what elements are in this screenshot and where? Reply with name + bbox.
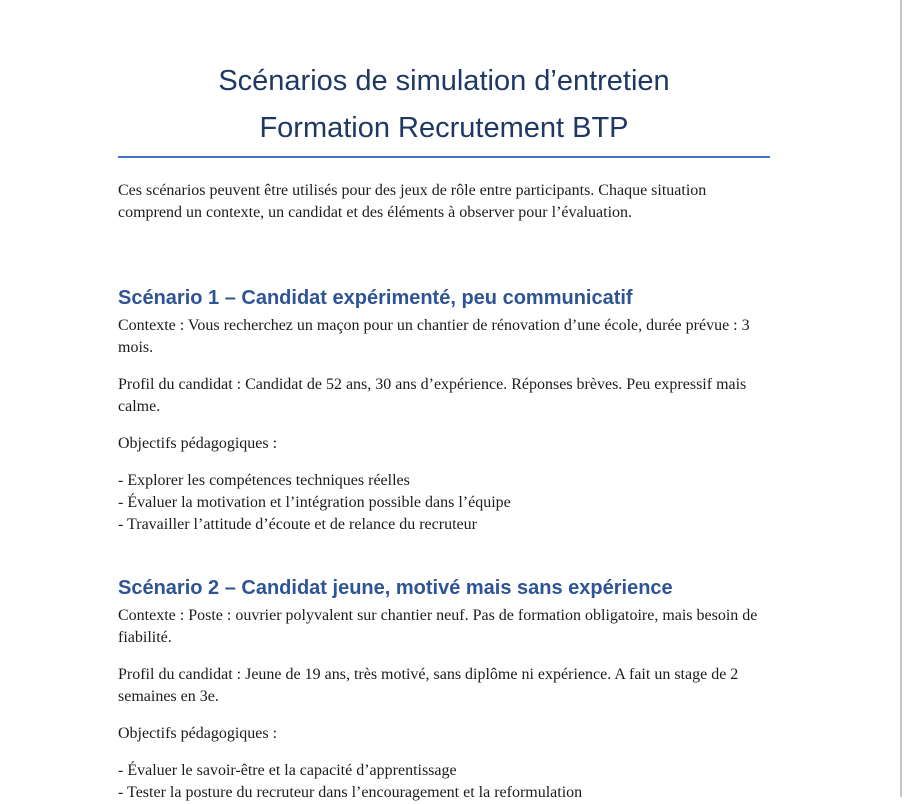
document-title-line-2: Formation Recrutement BTP <box>259 112 629 144</box>
scenario-2-profil: Profil du candidat : Jeune de 19 ans, très motivé, sans diplôme ni expérience. A fait un stage de 2 semaines en 3e. <box>118 666 739 705</box>
scenario-1-objectifs-label: Objectifs pédagogiques : <box>118 435 278 452</box>
intro-paragraph: Ces scénarios peuvent être utilisés pour des jeux de rôle entre participants. Chaque situation comprend un contexte, un candidat et des éléments à observer pour l’évaluation. <box>118 182 707 221</box>
scenario-1-profil: Profil du candidat : Candidat de 52 ans, 30 ans d’expérience. Réponses brèves. Peu expressif mais calme. <box>118 376 747 415</box>
document-title-line-1: Scénarios de simulation d’entretien <box>218 65 670 97</box>
scenario-2-section <box>118 576 770 804</box>
scenario-1-section <box>118 286 770 536</box>
scenario-2-heading: Scénario 2 – Candidat jeune, motivé mais sans expérience <box>118 577 673 599</box>
scenario-1-heading: Scénario 1 – Candidat expérimenté, peu communicatif <box>118 287 633 309</box>
objective-item: - Tester la posture du recruteur dans l’encouragement et la reformulation <box>118 784 583 801</box>
scenario-2-objectifs-label: Objectifs pédagogiques : <box>118 725 278 742</box>
objective-item: - Évaluer le savoir-être et la capacité d’apprentissage <box>118 762 457 779</box>
scenario-1-contexte: Contexte : Vous recherchez un maçon pour un chantier de rénovation d’une école, durée prévue : 3 mois. <box>118 317 750 356</box>
document-page-right-edge <box>900 0 902 797</box>
scenario-2-objectives-list <box>118 760 770 804</box>
objective-item: - Explorer les compétences techniques réelles <box>118 472 410 489</box>
document-title-block <box>118 58 770 158</box>
objective-item: - Travailler l’attitude d’écoute et de relance du recruteur <box>118 516 477 533</box>
objective-item: - Évaluer la motivation et l’intégration possible dans l’équipe <box>118 494 511 511</box>
scenario-2-contexte: Contexte : Poste : ouvrier polyvalent sur chantier neuf. Pas de formation obligatoire, mais besoin de fiabilité. <box>118 607 758 646</box>
scenario-1-objectives-list <box>118 470 770 536</box>
